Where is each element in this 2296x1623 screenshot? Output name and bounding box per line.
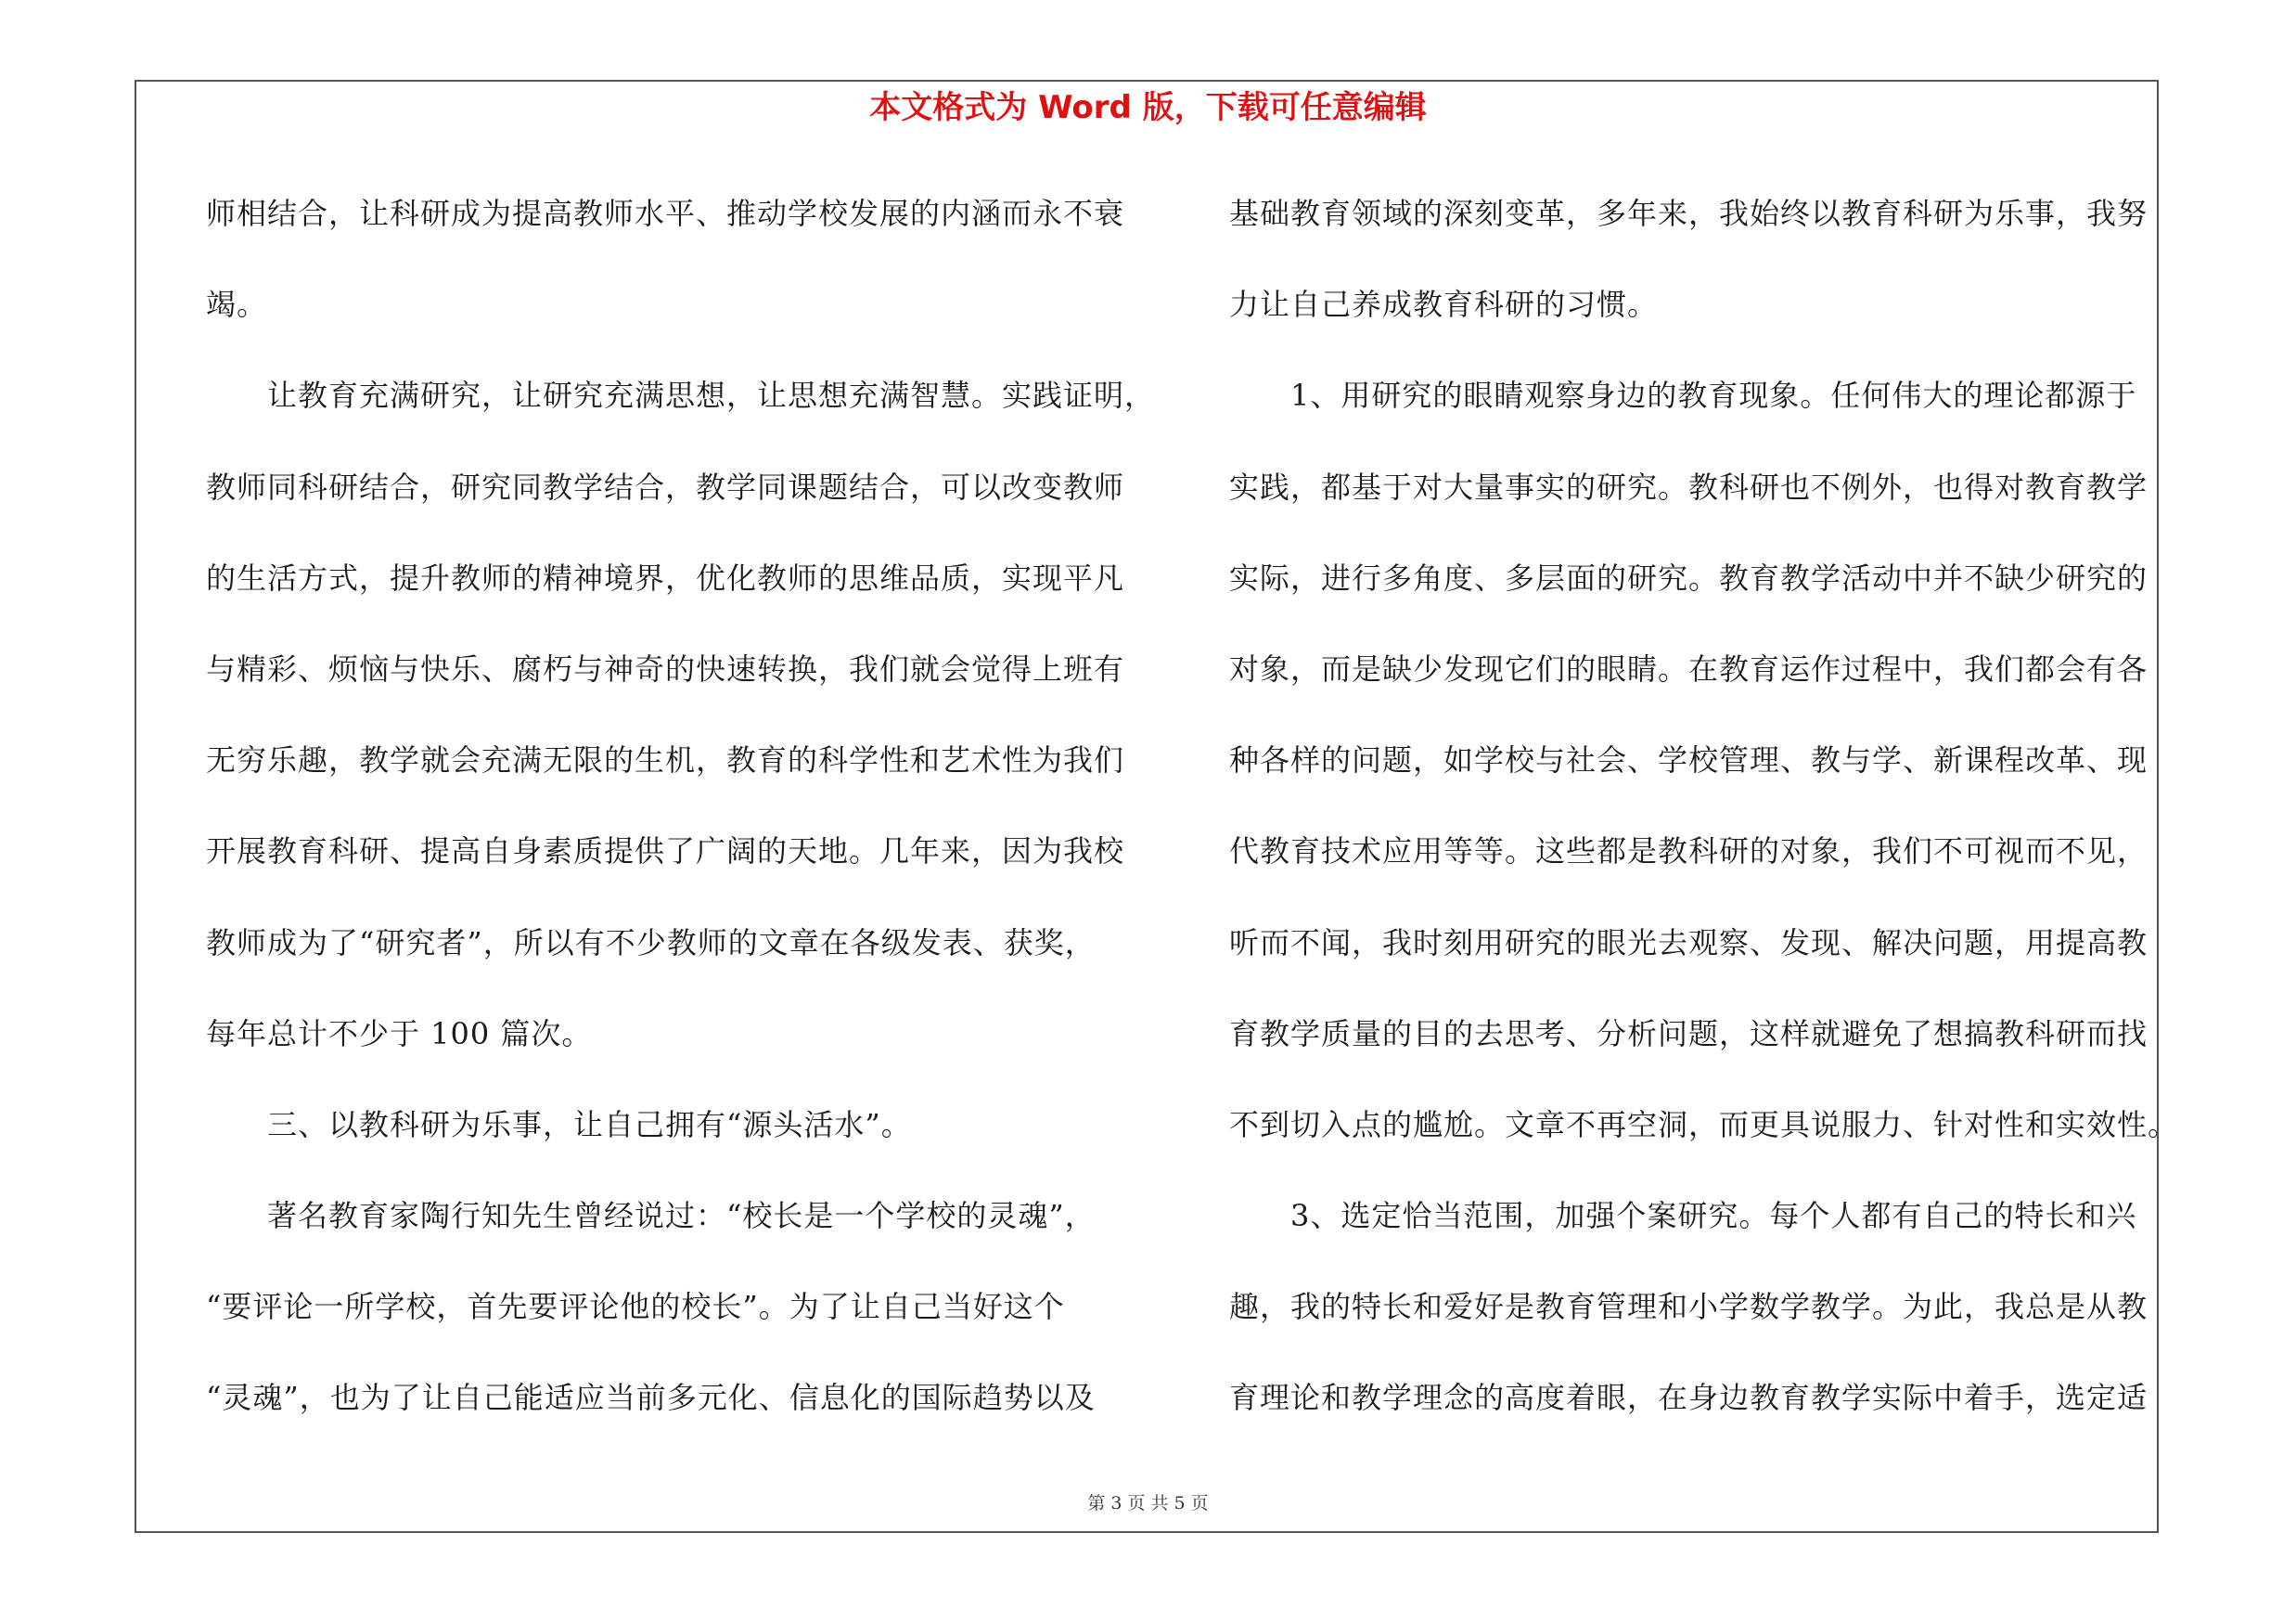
header-banner: 本文格式为 Word 版，下载可任意编辑 <box>869 89 1427 126</box>
text-line: 育教学质量的目的去思考、分析问题，这样就避免了想搞教科研而找 <box>1229 1015 2148 1051</box>
text-line: 让教育充满研究，让研究充满思想，让思想充满智慧。实践证明， <box>206 378 1156 414</box>
text-line: 无穷乐趣，教学就会充满无限的生机，教育的科学性和艺术性为我们 <box>206 742 1125 779</box>
left-column <box>206 181 1156 1457</box>
text-line: 著名教育家陶行知先生曾经说过：“校长是一个学校的灵魂”， <box>206 1198 1096 1234</box>
text-line: 听而不闻，我时刻用研究的眼光去观察、发现、解决问题，用提高教 <box>1229 924 2148 960</box>
text-line: 师相结合，让科研成为提高教师水平、推动学校发展的内涵而永不衰 <box>206 196 1125 231</box>
text-line: 教师同科研结合，研究同教学结合，教学同课题结合，可以改变教师 <box>206 469 1125 505</box>
text-line: 种各样的问题，如学校与社会、学校管理、教与学、新课程改革、现 <box>1229 742 2148 779</box>
text-line: 3、选定恰当范围，加强个案研究。每个人都有自己的特长和兴 <box>1229 1198 2137 1234</box>
text-line: 基础教育领域的深刻变革，多年来，我始终以教育科研为乐事，我努 <box>1229 196 2148 231</box>
page-number: 第 3 页 共 5 页 <box>1087 1493 1209 1514</box>
text-line: 与精彩、烦恼与快乐、腐朽与神奇的快速转换，我们就会觉得上班有 <box>206 650 1125 687</box>
text-line: “灵魂”，也为了让自己能适应当前多元化、信息化的国际趋势以及 <box>206 1380 1096 1416</box>
text-line: 每年总计不少于 100 篇次。 <box>206 1015 593 1051</box>
text-line: 实际，进行多角度、多层面的研究。教育教学活动中并不缺少研究的 <box>1229 560 2148 596</box>
text-line: 力让自己养成教育科研的习惯。 <box>1229 287 1659 323</box>
text-line: 三、以教科研为乐事，让自己拥有“源头活水”。 <box>206 1106 912 1142</box>
text-line: 1、用研究的眼睛观察身边的教育现象。任何伟大的理论都源于 <box>1229 378 2137 414</box>
text-line: 对象，而是缺少发现它们的眼睛。在教育运作过程中，我们都会有各 <box>1229 650 2148 687</box>
text-line: 代教育技术应用等等。这些都是教科研的对象，我们不可视而不见， <box>1229 833 2148 869</box>
text-line: 育理论和教学理念的高度着眼，在身边教育教学实际中着手，选定适 <box>1229 1380 2148 1416</box>
text-line: 开展教育科研、提高自身素质提供了广阔的天地。几年来，因为我校 <box>206 833 1125 869</box>
right-column <box>1229 181 2179 1457</box>
text-line: 不到切入点的尴尬。文章不再空洞，而更具说服力、针对性和实效性。 <box>1229 1106 2179 1142</box>
text-line: 竭。 <box>206 287 268 323</box>
text-line: “要评论一所学校，首先要评论他的校长”。为了让自己当好这个 <box>206 1289 1065 1325</box>
text-line: 趣，我的特长和爱好是教育管理和小学数学教学。为此，我总是从教 <box>1229 1289 2148 1325</box>
text-line: 实践，都基于对大量事实的研究。教科研也不例外，也得对教育教学 <box>1229 469 2148 505</box>
text-line: 的生活方式，提升教师的精神境界，优化教师的思维品质，实现平凡 <box>206 560 1125 596</box>
text-line: 教师成为了“研究者”，所以有不少教师的文章在各级发表、获奖， <box>206 924 1096 960</box>
